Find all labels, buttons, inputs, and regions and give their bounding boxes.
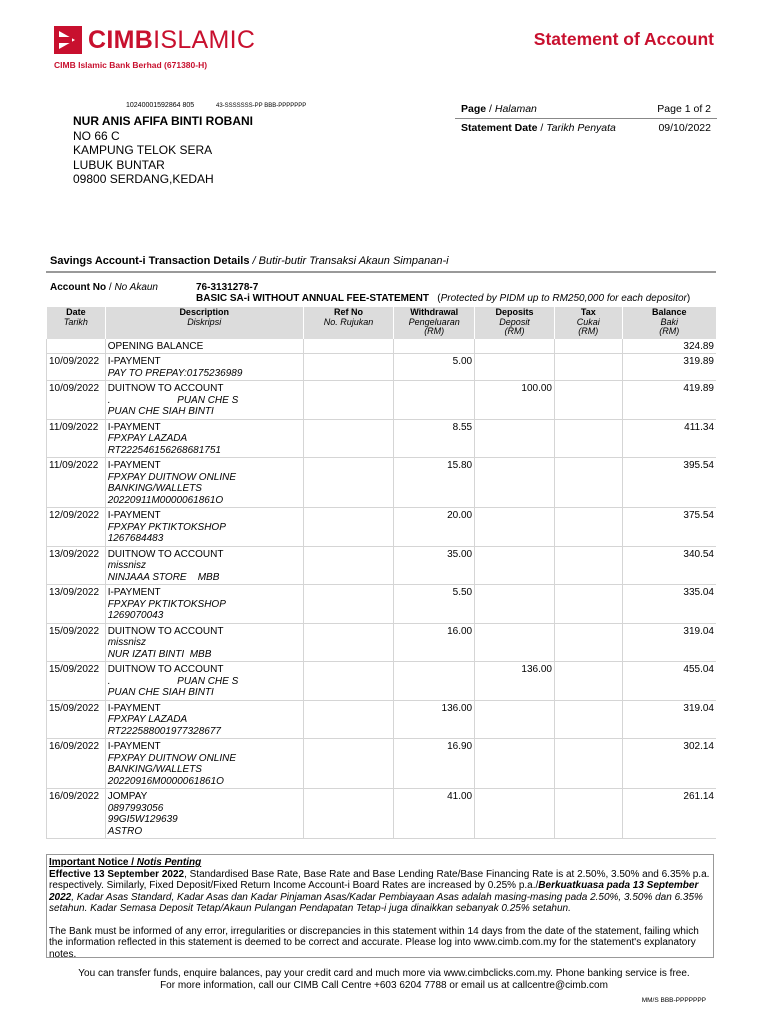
cell-deposit: [475, 458, 555, 508]
mailing-address: [73, 114, 253, 187]
transaction-detail: FPXPAY PKTIKTOKSHOP: [107, 598, 226, 610]
footer-code: MM/S BBB-PPPPPPP: [641, 997, 706, 1004]
table-row: [47, 546, 717, 585]
cimb-website-link[interactable]: www.cimb.com.my: [473, 937, 557, 948]
section-title: [50, 255, 449, 267]
cell-date: 15/09/2022: [47, 623, 106, 662]
cell-ref-no: [303, 354, 394, 381]
statement-info-box: [455, 100, 717, 137]
cell-description: [105, 585, 303, 624]
cell-deposit: [475, 739, 555, 789]
cell-tax: [554, 789, 622, 839]
transaction-detail: FPXPAY LAZADA: [107, 433, 188, 444]
cell-date: 15/09/2022: [47, 662, 106, 701]
account-type-name: BASIC SA-i WITHOUT ANNUAL FEE-STATEMENT: [196, 293, 429, 304]
cell-balance: 395.54: [622, 458, 716, 508]
cell-ref-no: [303, 789, 394, 839]
statement-date-label: Statement Date: [461, 122, 538, 134]
cell-withdrawal: 15.80: [394, 458, 475, 508]
cell-tax: [554, 354, 622, 381]
footer-line-1: You can transfer funds, enquire balances, pay your credit card and much more via www.cimbclicks.com.my. Phone banking service is free.: [78, 968, 690, 979]
transaction-type: I-PAYMENT: [107, 356, 161, 367]
transaction-detail: 20220916M0000061861O: [107, 775, 224, 787]
account-type: BASIC SA-i WITHOUT ANNUAL FEE-STATEMENT (Protected by PIDM up to RM250,000 for each depositor): [196, 293, 691, 304]
statement-date: 09/10/2022: [658, 122, 711, 134]
cell-balance: 419.89: [622, 381, 716, 420]
cell-description: [105, 458, 303, 508]
bank-logo: [54, 24, 255, 56]
logo-light-text: ISLAMIC: [153, 25, 256, 54]
cell-date: 11/09/2022: [47, 458, 106, 508]
cell-description: [105, 739, 303, 789]
cell-description: [105, 662, 303, 701]
mailing-ref-code: 10240001592864 805: [126, 102, 195, 109]
cell-withdrawal: [394, 381, 475, 420]
notice-error-paragraph: The Bank must be informed of any error, irregularities or discrepancies in this statement within 14 days from the date of the statement, failing which the information reflected in this statement is deemed to be correct and accurate. Please log into www.cimb.com.my for the statement's explanatory notes.: [49, 925, 699, 960]
cell-date: 13/09/2022: [47, 546, 106, 585]
column-header-tax: Tax Cukai (RM): [554, 307, 622, 339]
cell-description: [105, 700, 303, 739]
transaction-detail: RT222588001977328677: [107, 725, 221, 737]
footer-line-2: For more information, call our CIMB Call Centre +603 6204 7788 or email us at callcentre@cimb.com: [160, 980, 608, 991]
transaction-detail: FPXPAY LAZADA: [107, 714, 188, 725]
transaction-table: [46, 307, 716, 839]
footer: [0, 968, 768, 992]
section-title-en: Savings Account-i Transaction Details: [50, 255, 250, 267]
section-divider: [46, 271, 716, 273]
cell-description: [105, 419, 303, 458]
document-title: Statement of Account: [533, 29, 714, 49]
cell-tax: [554, 381, 622, 420]
column-header-balance: Balance Baki (RM): [622, 307, 716, 339]
table-row: [47, 789, 717, 839]
transaction-detail: 1269070043: [107, 610, 164, 621]
cell-date: 13/09/2022: [47, 585, 106, 624]
table-row: [47, 339, 717, 354]
transaction-type: I-PAYMENT: [107, 741, 161, 752]
cell-deposit: [475, 585, 555, 624]
cell-ref-no: [303, 700, 394, 739]
cell-tax: [554, 662, 622, 701]
cell-date: 12/09/2022: [47, 508, 106, 547]
pidm-note: Protected by PIDM up to RM250,000 for each depositor: [440, 293, 687, 304]
transaction-type: DUITNOW TO ACCOUNT: [107, 548, 224, 560]
cell-deposit: [475, 419, 555, 458]
cell-balance: 340.54: [622, 546, 716, 585]
mailing-ref-code-2: 43-SSSSSSS-PP BBB-PPPPPPP: [216, 103, 307, 109]
cell-withdrawal: 16.00: [394, 623, 475, 662]
transaction-type: DUITNOW TO ACCOUNT: [107, 625, 224, 637]
cell-withdrawal: 16.90: [394, 739, 475, 789]
address-line: 09800 SERDANG,KEDAH: [73, 172, 214, 186]
cell-date: [47, 339, 106, 354]
transaction-detail: FPXPAY DUITNOW ONLINE: [107, 752, 237, 764]
transaction-detail: missnisz: [107, 637, 147, 648]
transaction-type: JOMPAY: [107, 791, 148, 802]
cell-deposit: 100.00: [475, 381, 555, 420]
logo-bold-text: CIMB: [88, 25, 154, 54]
section-title-ms: / Butir-butir Transaksi Akaun Simpanan-i: [252, 255, 449, 267]
cell-ref-no: [303, 381, 394, 420]
cimb-logo-icon: [54, 26, 82, 54]
cell-date: 16/09/2022: [47, 739, 106, 789]
bank-registration: CIMB Islamic Bank Berhad (671380-H): [54, 60, 208, 70]
table-row: [47, 381, 717, 420]
customer-name: NUR ANIS AFIFA BINTI ROBANI: [73, 114, 253, 128]
cell-balance: 335.04: [622, 585, 716, 624]
cell-balance: 375.54: [622, 508, 716, 547]
transaction-detail: ASTRO: [107, 825, 143, 837]
cell-withdrawal: [394, 662, 475, 701]
cell-date: 10/09/2022: [47, 381, 106, 420]
table-row: [47, 354, 717, 381]
transaction-detail: BANKING/WALLETS: [107, 764, 202, 775]
transaction-detail: NINJAAA STORE MBB: [107, 571, 220, 583]
statement-date-label-ms: Tarikh Penyata: [546, 122, 616, 134]
cell-withdrawal: 35.00: [394, 546, 475, 585]
column-header-ref-no: Ref No No. Rujukan: [303, 307, 394, 339]
transaction-detail: 0897993056: [107, 802, 164, 814]
page-label-ms: Halaman: [494, 103, 537, 115]
transaction-type: I-PAYMENT: [107, 587, 161, 598]
cell-date: 15/09/2022: [47, 700, 106, 739]
cell-tax: [554, 585, 622, 624]
cell-withdrawal: 20.00: [394, 508, 475, 547]
cell-ref-no: [303, 662, 394, 701]
table-row: [47, 585, 717, 624]
table-row: [47, 700, 717, 739]
transaction-detail: . PUAN CHE S: [107, 675, 239, 687]
table-row: [47, 419, 717, 458]
cell-balance: 319.04: [622, 700, 716, 739]
cell-balance: 411.34: [622, 419, 716, 458]
table-header-row: [47, 307, 717, 339]
cell-ref-no: [303, 739, 394, 789]
cell-balance: 319.04: [622, 623, 716, 662]
cell-withdrawal: 136.00: [394, 700, 475, 739]
cell-description: [105, 381, 303, 420]
page-label: Page: [461, 103, 487, 115]
transaction-type: I-PAYMENT: [107, 421, 161, 433]
transaction-detail: 20220911M0000061861O: [107, 494, 224, 506]
column-header-withdrawal: Withdrawal Pengeluaran (RM): [394, 307, 475, 339]
important-notice: [46, 854, 714, 958]
cell-tax: [554, 508, 622, 547]
address-line: LUBUK BUNTAR: [73, 157, 165, 172]
table-row: [47, 739, 717, 789]
cell-deposit: [475, 700, 555, 739]
transaction-type: I-PAYMENT: [107, 460, 161, 471]
transaction-detail: RT222546156268681751: [107, 444, 221, 456]
address-line: KAMPUNG TELOK SERA: [73, 143, 213, 157]
address-line: NO 66 C: [73, 128, 120, 143]
table-row: [47, 623, 717, 662]
cell-ref-no: [303, 419, 394, 458]
notice-heading: Important Notice /: [49, 857, 137, 868]
cell-ref-no: [303, 585, 394, 624]
cell-ref-no: [303, 458, 394, 508]
transaction-type: DUITNOW TO ACCOUNT: [107, 383, 224, 394]
cell-balance: 324.89: [622, 339, 716, 354]
table-row: [47, 662, 717, 701]
cell-balance: 319.89: [622, 354, 716, 381]
cell-ref-no: [303, 623, 394, 662]
cell-withdrawal: 5.00: [394, 354, 475, 381]
column-header-date: Date Tarikh: [47, 307, 106, 339]
transaction-detail: NUR IZATI BINTI MBB: [107, 648, 212, 660]
transaction-detail: 99GI5W129639: [107, 814, 178, 825]
column-header-description: Description Diskripsi: [105, 307, 303, 339]
cell-description: [105, 508, 303, 547]
cell-balance: 455.04: [622, 662, 716, 701]
cell-ref-no: [303, 339, 394, 354]
cell-description: [105, 789, 303, 839]
cell-withdrawal: 41.00: [394, 789, 475, 839]
cell-deposit: [475, 339, 555, 354]
cell-tax: [554, 739, 622, 789]
transaction-detail: missnisz: [107, 560, 147, 571]
cell-deposit: [475, 789, 555, 839]
cell-tax: [554, 339, 622, 354]
transaction-detail: FPXPAY DUITNOW ONLINE: [107, 471, 237, 483]
statement-date-row: Statement Date / Tarikh Penyata 09/10/2022: [461, 122, 711, 134]
cell-withdrawal: 8.55: [394, 419, 475, 458]
cell-date: 16/09/2022: [47, 789, 106, 839]
cell-balance: 302.14: [622, 739, 716, 789]
transaction-detail: PUAN CHE SIAH BINTI: [107, 687, 214, 698]
transaction-type: OPENING BALANCE: [107, 340, 204, 352]
page-number: Page 1 of 2: [657, 103, 711, 115]
account-number: 76-3131278-7: [196, 282, 259, 293]
transaction-type: I-PAYMENT: [107, 510, 161, 521]
cell-balance: 261.14: [622, 789, 716, 839]
cell-date: 10/09/2022: [47, 354, 106, 381]
page-row: Page / Halaman Page 1 of 2: [455, 100, 717, 119]
cell-description: [105, 546, 303, 585]
cell-tax: [554, 623, 622, 662]
table-row: [47, 508, 717, 547]
cell-description: [105, 339, 303, 354]
cell-tax: [554, 419, 622, 458]
transaction-detail: BANKING/WALLETS: [107, 483, 202, 494]
cell-deposit: [475, 623, 555, 662]
cell-withdrawal: [394, 339, 475, 354]
cell-ref-no: [303, 508, 394, 547]
transaction-detail: PAY TO PREPAY:0175236989: [107, 367, 243, 379]
notice-heading-ms: Notis Penting: [136, 857, 202, 868]
cell-tax: [554, 458, 622, 508]
cell-description: [105, 354, 303, 381]
transaction-detail: FPXPAY PKTIKTOKSHOP: [107, 521, 226, 533]
transaction-detail: 1267684483: [107, 533, 164, 544]
transaction-type: I-PAYMENT: [107, 702, 161, 714]
cell-deposit: [475, 546, 555, 585]
cell-ref-no: [303, 546, 394, 585]
transaction-detail: . PUAN CHE S: [107, 394, 239, 406]
cell-tax: [554, 546, 622, 585]
cell-tax: [554, 700, 622, 739]
cell-description: [105, 623, 303, 662]
cell-deposit: [475, 508, 555, 547]
table-row: [47, 458, 717, 508]
cell-date: 11/09/2022: [47, 419, 106, 458]
transaction-detail: PUAN CHE SIAH BINTI: [107, 406, 214, 417]
cell-withdrawal: 5.50: [394, 585, 475, 624]
column-header-deposits: Deposits Deposit (RM): [475, 307, 555, 339]
transaction-type: DUITNOW TO ACCOUNT: [107, 664, 224, 675]
cell-deposit: [475, 354, 555, 381]
notice-rate-paragraph: Effective 13 September 2022, Standardised Base Rate, Base Rate and Base Lending Rate/Base Financing Rate is at 2.50%, 3.50% and 6.35% p.a. respectively. Similarly, Fixed Deposit/Fixed Return Income Account-i Board Rates are increased by 0.25% p.a./Berkuatkuasa pada 13 September 2022, Kadar Asas Standard, Kadar Asas dan Kadar Pinjaman Asas/Kadar Pembiayaan Asas adalah masing-masing pada 2.50%, 3.50% dan 6.35% setahun. Kadar Semasa Deposit Tetap/Akaun Pulangan Pendapatan Tetap-i juga dinaikkan sebanyak 0.25% setahun.: [49, 868, 710, 914]
cell-deposit: 136.00: [475, 662, 555, 701]
account-number-label: Account No / No Akaun: [50, 282, 158, 293]
